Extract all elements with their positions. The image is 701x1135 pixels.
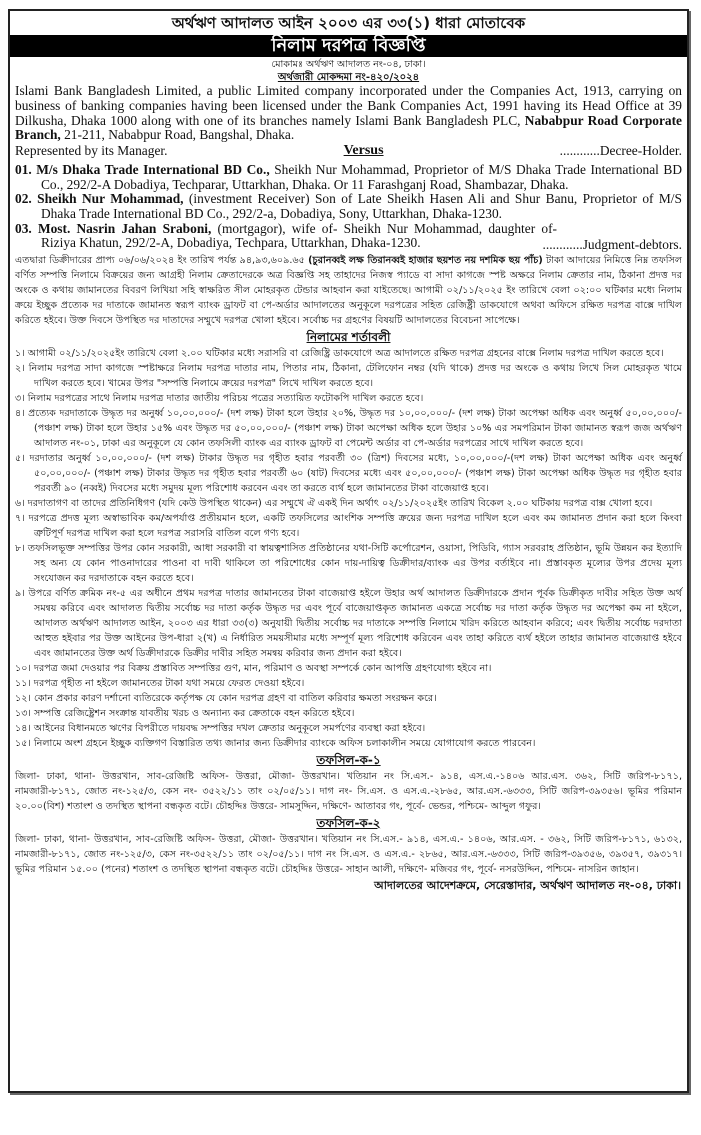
decree-holder-role: ............Decree-Holder. <box>559 143 682 159</box>
defendant-details: Sheikh Nur Mohammad, Proprietor of M/S Dhaka Trade International BD Co., 292/2-A Dobadiya, Techparar, Uttarkhan, Dhaka. Or 11 Farashganj Road, Shambazar, Dhaka. <box>41 162 682 192</box>
defendant-item <box>10 192 687 221</box>
plaintiff-text: Islami Bank Bangladesh Limited, a public Limited company incorporated under the Companies Act, 1913, carrying on business of banking companies having been licensed under the Bank Companies Act, 1991 having its Head Office at 39 Dilkusha, Dhaka 1000 along with one of its branches namely Islami Bank Bangladesh PLC, <box>15 83 682 128</box>
defendant-item <box>10 163 687 192</box>
term-item: ১। আগামী ০২/১১/২০২৫ইং তারিখে বেলা ২.০০ ঘটিকার মধ্যে সরাসরি বা রেজিষ্ট্রি ডাকযোগে অত্র আদালতে রক্ষিত দরপত্র গ্রহনের বাক্সে নিলাম দরপত্র দাখিল করতে হবে। <box>15 347 664 359</box>
term-item: ৮। তফসিলভূক্ত সম্পত্তির উপর কোন সরকারী, আধা সরকারী বা স্বায়ত্বশাসিত প্রতিষ্ঠানের যথা-সিটি কর্পোরেশন, ওয়াসা, পিডিবি, গ্যাস সরবরাহ প্রতিষ্ঠান, ভূমি উন্নয়ন কর ইত্যাদি সহ অন্য যে কোন পাওনাদারের পাওনা বা দাবী থাকিলে তা পরিশোধের কোন দায়-দায়িত্ব ডিক্রীদার/ব্যাংক এর উপর বর্তাইবে না। প্রস্তাবকৃত মূল্যের উপর প্রদেয় মূল্য সংযোজন কর দরদাতাকে বহন করতে হবে। <box>15 542 682 584</box>
schedule-1-text: জিলা- ঢাকা, থানা- উত্তরখান, সাব-রেজিষ্টি অফিস- উত্তরা, মৌজা- উত্তরখান। খতিয়ান নং সি.এস.- ৯১৪, এস.এ.-১৪০৬ আর.এস. ৩৬২, সিটি জরিপ-৮১৭১, নামজারী-৮১৭১, জোত নং-১২৫/৩, কেস নং- ৩৫২২/১১ তাং ০২/০৫/১১। দাগ নং- সি.এস. ও এস.এ.-২৮৬৫, আর.এস.-৬৩৩৩, সিটি জরিপ-৩৯৩৫৬। ভূমির পরিমান ২০.০০(বিশ) শতাংশ ও তদস্থিত স্থাপনা বন্ধকৃত বটে। চৌহদ্দিঃ উত্তরে- সামসুদ্দিন, দক্ষিণে- আতাবর গং, পূর্বে- ভেন্ডর, পশ্চিমে- আব্দুল গফুর। <box>15 770 682 812</box>
term-item: ৬। দরদাতাগণ বা তাদের প্রতিনিধিগণ (যদি কেউ উপস্থিত থাকেন) এর সম্মুখে ঐ একই দিন অর্থাৎ ০২/১১/২০২৫ইং তারিখ বিকেল ২.০০ ঘটিকায় দরপত্র বাক্স খোলা হবে। <box>15 497 653 509</box>
terms-list <box>10 346 687 751</box>
decree-holder-paragraph <box>10 84 687 143</box>
branch-name: Nababpur Road Corporate Branch, <box>15 112 682 143</box>
term-item: ১৫। নিলামে অংশ গ্রহনে ইচ্ছুক ব্যক্তিগণ বিস্তারিত তথ্য জানার জন্য ডিক্রীদার ব্যাংকে অফিস চলাকালীন সময়ে যোগাযোগ করতে পারবেন। <box>15 737 536 749</box>
term-item: ১৪। আইনের বিধানমতে ঋণের বিপরীতে দায়বদ্ধ সম্পত্তির দখল ক্রেতার অনুকূলে সমর্পণের ব্যবস্থা করা হইবে। <box>15 722 426 734</box>
defendant-name: 01. M/s Dhaka Trade International BD Co., <box>15 162 270 178</box>
plaintiff-address: 21-211, Nababpur Road, Bangshal, Dhaka. <box>60 127 295 143</box>
represented-by: Represented by its Manager. <box>15 143 168 159</box>
term-item: ২। নিলাম দরপত্র সাদা কাগজে স্পষ্টাক্ষরে নিলাম দরপত্র দাতার নাম, পিতার নাম, ঠিকানা, টেলিফোন নম্বর (যদি থাকে) প্রদত্ত দর অংকে ও কথায় লিখে সিল মোহরকৃত খামে দাখিল করতে হবে। খামের উপর "সম্পত্তি নিলামে ক্রয়ের দরপত্র" লিখে দাখিল করতে হবে। <box>15 362 682 389</box>
term-item: ১১। দরপত্র গৃহীত না হইলে জামানতের টাকা যথা সময়ে ফেরত দেওয়া হইবে। <box>15 677 305 689</box>
term-item: ৪। প্রত্যেক দরদাতাকে উদ্ধৃত দর অনুর্ধ্ব ১০,০০,০০০/- (দশ লক্ষ) টাকা হলে উহার ২০%, উদ্ধৃত দর ১০,০০,০০০/- (দশ লক্ষ) টাকা অপেক্ষা অধিক এবং অনুর্ধ্ব ৫০,০০,০০০/-(পঞ্চাশ লক্ষ) টাকা হলে উহার ১৫% এবং উদ্ধৃত দর ৫০,০০,০০০/- (পঞ্চাশ লক্ষ) টাকা অপেক্ষা অধিক হলে উহার ১০% এর সমপরিমান টাকা জামানত স্বরূপ জজ অর্থঋণ আদালত নং-০১, ঢাকা এর অনুকূলে যে কোন তফসিলী ব্যাংক এর ব্যাংক ড্রাফট বা পেমেন্ট অর্ডার বা পে-অর্ডার দরপত্রের সাথে দাখিল করতে হবে। <box>15 407 682 449</box>
versus-label: Versus <box>343 143 384 159</box>
auction-notice <box>8 9 689 1093</box>
schedule-2-text: জিলা- ঢাকা, থানা- উত্তরখান, সাব-রেজিষ্টি অফিস- উত্তরা, মৌজা- উত্তরখান। খতিয়ান নং সি.এস.- ৯১৪, এস.এ.- ১৪০৬, আর.এস. - ৩৬২, সিটি জরিপ-৮১৭১, ৬১৩২, নামজারী-৮১৭১, জোত নং-১২৫/৩, কেস নং-৩৫২২/১১ তাং ০২/০৫/১১। দাগ নং সি.এস. ও এস.এ.- ২৮৬৫, আর.এস.-৬৩৩৩, সিটি জরিপ-৩৯৩৫৬, ৩৯৩৫৭, ৩৯৩১৭। ভূমির পরিমান ১৫.০০ (পনের) শতাংশ ও তদস্থিত স্থাপনা বন্ধকৃত বটে। চৌহদ্দিঃ উত্তরে- সাহান আলী, দক্ষিণে- মজিবর গং, পূর্বে- নসরউদ্দিন, পশ্চিমে- নাসরিন জাহান। <box>15 833 682 875</box>
term-item: ৫। দরদাতার অনুর্ধ্ব ১০,০০,০০০/- (দশ লক্ষ) টাকার উদ্ধৃত দর গৃহীত হবার পরবর্তী ৩০ (ত্রিশ) দিবসের মধ্যে, ১০,০০,০০০/-(দশ লক্ষ) টাকা অপেক্ষা অধিক এবং অনুর্ধ্ব ৫০,০০,০০০/- (পঞ্চাশ লক্ষ) টাকার উদ্ধৃত দর গৃহীত হবার পরবর্তী ৬০ (ষাট) দিবসের মধ্যে এবং ৫০,০০,০০০/- (পঞ্চাশ লক্ষ) টাকা অপেক্ষা অধিক উদ্ধৃত দর গৃহীত হবার পরবর্তী ৯০ (নব্বই) দিবসের মধ্যে সমুদয় মূল্য পরিশোধ করবেন এবং তা করতে ব্যর্থ হলে জামানতের টাকা বাজেয়াপ্ত হবে। <box>15 452 682 494</box>
schedule-2-heading: তফসিল-ক-২ <box>316 815 381 830</box>
term-item: ৩। নিলাম দরপত্রের সাথে নিলাম দরপত্র দাতার জাতীয় পরিচয় পত্রের সত্যায়িত ফটোকপি দাখিল করতে হবে। <box>15 392 424 404</box>
amount-in-words: (চুরানব্বই লক্ষ তিরানব্বই হাজার ছয়শত নয় দশমিক ছয় পাঁচ) <box>308 254 543 266</box>
intro-paragraph <box>10 253 687 328</box>
term-item: ১৩। সম্পত্তি রেজিষ্ট্রেশন সংক্রান্ত যাবতীয় খরচ ও অন্যান্য কর ক্রেতাকে বহন করিতে হইবে। <box>15 707 355 719</box>
defendant-details: (mortgagor), wife of- Sheikh Nur Mohammad, daughter of- Riziya Khatun, 292/2-A, Dobadiya, Techpara, Uttarkhan, Dhaka-1230. <box>41 220 557 251</box>
court-name: মোকামঃ অর্থঋণ আদালত নং-০৪, ঢাকা। <box>271 59 426 70</box>
case-number: অর্থজারী মোকদ্দমা নং-৪২০/২০২৪ <box>277 72 420 83</box>
notice-title: নিলাম দরপত্র বিজ্ঞপ্তি <box>10 35 687 57</box>
act-reference: অর্থঋণ আদালত আইন ২০০৩ এর ৩৩(১) ধারা মোতাবেক <box>171 14 526 32</box>
terms-heading: নিলামের শর্তাবলী <box>306 329 391 344</box>
defendant-name: 03. Most. Nasrin Jahan Sraboni, <box>15 220 212 236</box>
defendants-list <box>10 163 687 253</box>
schedule-1-heading: তফসিল-ক-১ <box>316 752 381 767</box>
defendant-name: 02. Sheikh Nur Mohammad, <box>15 191 184 207</box>
term-item: ১০। দরপত্র জমা দেওয়ার পর বিক্রয় প্রস্তাবিত সম্পত্তির গুণ, মান, পরিমাণ ও অবস্থা সম্পর্কে কোন আপত্তি গ্রহণযোগ্য হইবে না। <box>15 662 492 674</box>
defendant-details: (investment Receiver) Son of Late Sheikh Hasen Ali and Shur Banu, Proprietor of M/S Dhaka Trade International BD Co., 292/2-a, Dobadiya, Sony, Uttarkhan, Dhaka-1230. <box>41 191 682 221</box>
versus-row <box>10 143 687 159</box>
intro-text: এতদ্বারা ডিক্রীদারের প্রাপ্য ০৬/০৬/২০২৪ ইং তারিখ পর্যন্ত ৯৪,৯৩,৬০৯.৬৫ <box>15 254 309 266</box>
term-item: ৭। দরপত্রে প্রদত্ত মূল্য অস্বাভাবিক কম/অপর্যাপ্ত প্রতীয়মান হলে, একটি তফসিলের আংশিক সম্পত্তি ক্রয়ের জন্য দরপত্র দাখিল হলে এবং কম জামানত প্রদান করা হলে কিংবা ত্রুটিপূর্ণ দরপত্র দাখিল করা হলে দরপত্র সরাসরি বাতিল বলে গণ্য হবে। <box>15 512 682 539</box>
term-item: ১২। কোন প্রকার কারণ দর্শানো ব্যতিরেকে কর্তৃপক্ষ যে কোন দরপত্র গ্রহণ বা বাতিল করিবার ক্ষমতা সংরক্ষন করে। <box>15 692 437 704</box>
court-signature: আদালতের আদেশক্রমে, সেরেস্তাদার, অর্থঋণ আদালত নং-০৪, ঢাকা। <box>374 878 681 892</box>
judgment-debtors-role: ............Judgment-debtors. <box>542 236 682 252</box>
intro-text-continued: টাকা আদায়ের নিমিত্তে নিম্ন তফসিল বর্ণিত সম্পত্তি নিলামে বিক্রয়ের জন্য আগ্রহী নিলাম ক্রেতাদেরকে অত্র বিজ্ঞপ্তি সহ তাহাদের নিজস্ব প্যাডে বা সাদা কাগজে স্পষ্ট অক্ষরে নিলাম ক্রেতার নাম, ঠিকানা প্রদত্ত দর অংকে ও কথায় জামানতের বিবরণ লিখিয়া সহি স্বাক্ষরিত সীল মোহরকৃত টেন্ডার আহবান করা যাইতেছে। আগামী ০২/১১/২০২৫ ইং তারিখে বেলা ০২:০০ ঘটিকার মধ্যে নিলাম ক্রয়ে ইচ্ছুক প্রত্যেক দর দাতাকে জামানত স্বরূপ ব্যাংক ড্রাফট বা পে-অর্ডার আদালতের অনুকূলে দরপত্রের সহিত রেজিষ্ট্রী ডাকযোগে অথবা অফিসে রক্ষিত দরপত্র বাক্সে দাখিল করিতে হইবে। উক্ত দিবসে উপস্থিত দর দাতাদের সম্মুখে দরপত্র খোলা হইবে। সর্বোচ্চ দর গ্রহণের বিষয়টি আদালতের বিবেচনা সাপেক্ষে। <box>15 254 682 326</box>
term-item: ৯। উপরে বর্ণিত ক্রমিক নং-৫ এর অধীনে প্রথম দরপত্র দাতার জামানতের টাকা বাজেয়াপ্ত হইলে উহার অর্থ আদালত ডিক্রীদারকে প্রদান পূর্বক ডিক্রীকৃত দাবীর সহিত উক্ত অর্থ সমন্বয় করিবে এবং আদালত দ্বিতীয় সর্বোচ্চ দর দাতা কর্তৃক উদ্ধৃত দর এবং পূর্বে বাজেয়াপ্তকৃত জামানত একত্রে সর্বোচ্চ দর দাতা কর্তৃক উদ্ধৃত দর অপেক্ষা কম না হইলে, আদালত অর্থঋণ আদালত আইন, ২০০৩ এর ধারা ৩৩(৩) অনুযায়ী দ্বিতীয় সর্বোচ্চ দর দাতাকে সম্পত্তি নিলামে খরিদ করিতে আহবান করিবে; এবং দ্বিতীয় সর্বোচ্চ দরদাতা আহুত হইবার পর উক্ত আইনের উপ-ধারা ২(খ) এ নির্ধারিত সময়সীমার মধ্যে সম্পূর্ণ মূল্য পরিশোধ করিবেন এবং তাহা করিতে ব্যর্থ হইলে তাহার জামানত বাজেয়াপ্ত হইবে এবং জামানতের উক্ত অর্থ ডিক্রীদারকে ডিক্রীর দাবীর সহিত সমন্বয় করিবার জন্য প্রদান করা হইবে। <box>15 587 683 659</box>
